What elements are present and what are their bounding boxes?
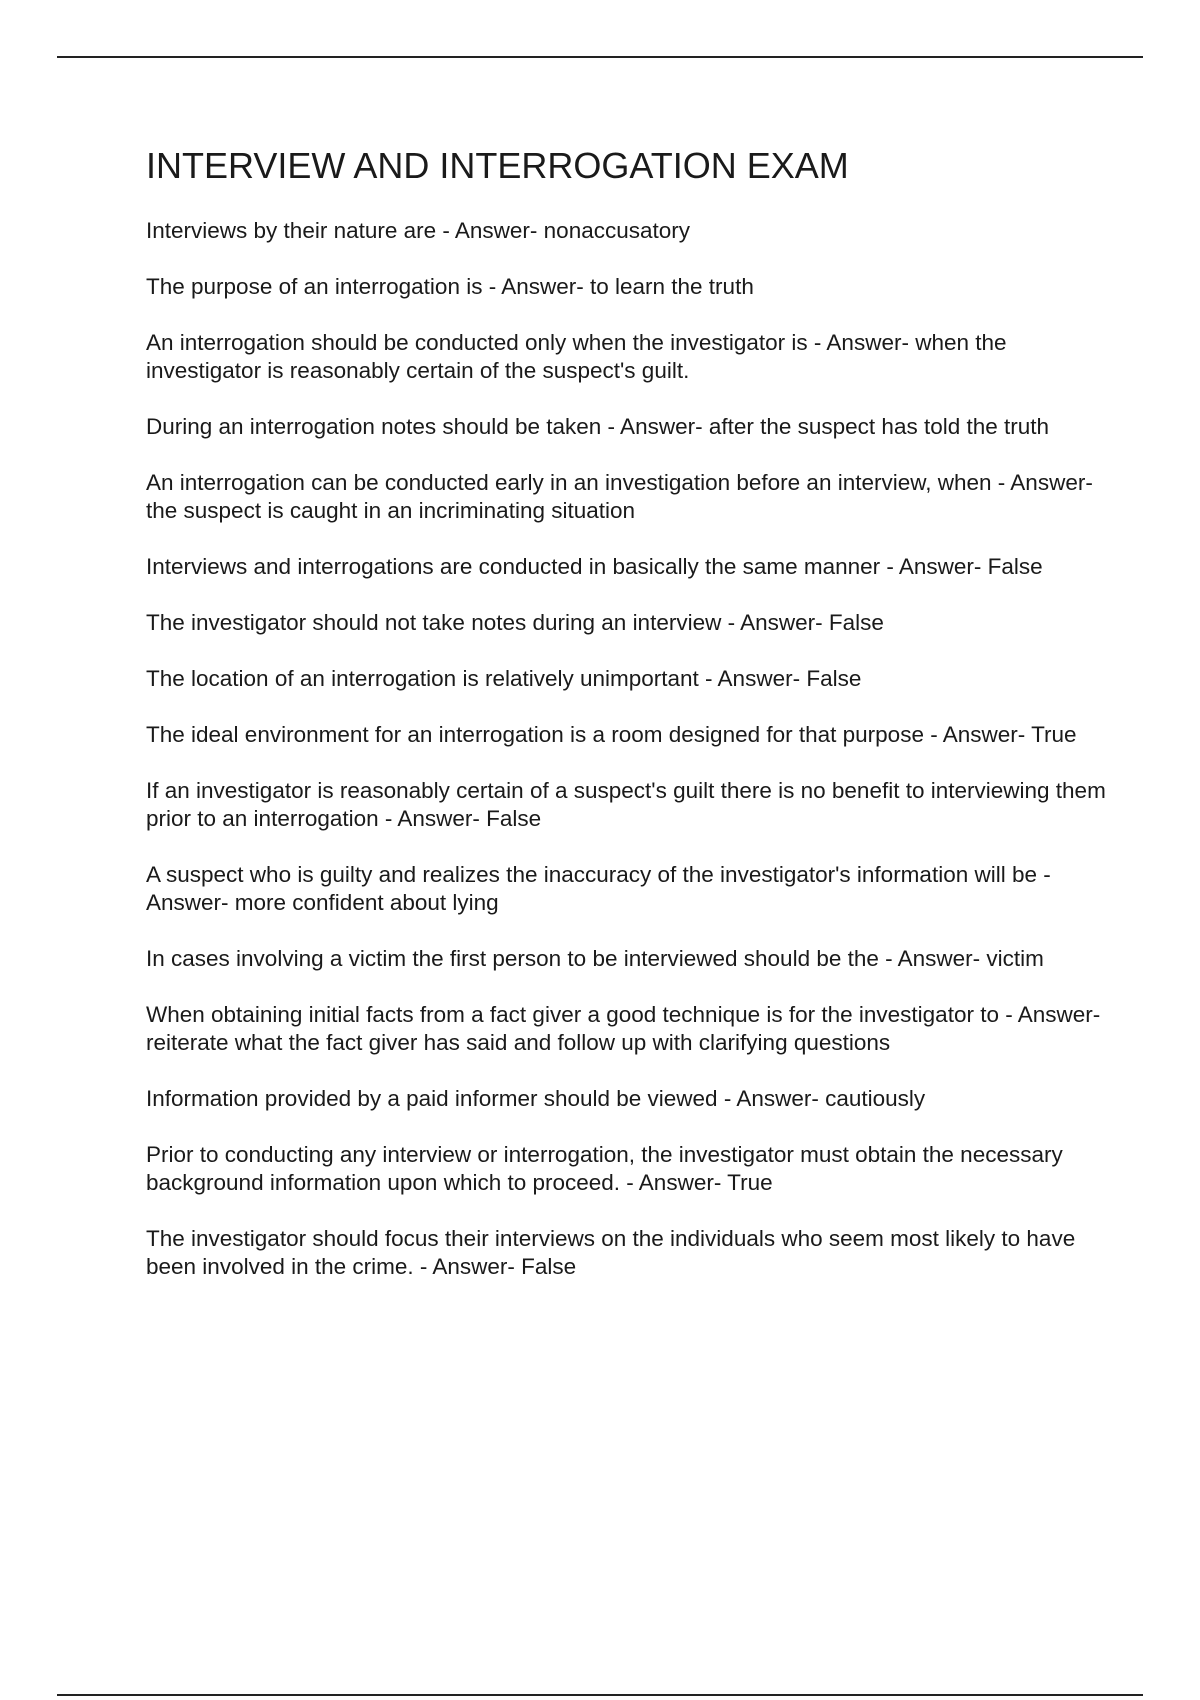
- qa-item-5: An interrogation can be conducted early in an investigation before an interview, when - Answer- the suspect is caught in an incriminating situation: [146, 470, 1093, 523]
- qa-item-13: When obtaining initial facts from a fact giver a good technique is for the investigator to - Answer- reiterate what the fact giver has said and follow up with clarifying questions: [146, 1002, 1101, 1055]
- qa-item-2: The purpose of an interrogation is - Answer- to learn the truth: [146, 274, 754, 299]
- qa-item-16: The investigator should focus their interviews on the individuals who seem most likely to have been involved in the crime. - Answer- False: [146, 1226, 1076, 1279]
- qa-item-7: The investigator should not take notes during an interview - Answer- False: [146, 610, 884, 635]
- qa-item-12: In cases involving a victim the first person to be interviewed should be the - Answer- victim: [146, 946, 1044, 971]
- qa-item-4: During an interrogation notes should be taken - Answer- after the suspect has told the truth: [146, 414, 1050, 439]
- qa-item-8: The location of an interrogation is relatively unimportant - Answer- False: [146, 666, 862, 691]
- bottom-rule: [57, 1694, 1143, 1696]
- qa-list: [146, 217, 1106, 1281]
- page-title: INTERVIEW AND INTERROGATION EXAM: [146, 145, 849, 186]
- qa-item-11: A suspect who is guilty and realizes the inaccuracy of the investigator's information will be - Answer- more confident about lying: [146, 862, 1051, 915]
- qa-item-9: The ideal environment for an interrogation is a room designed for that purpose - Answer- True: [146, 722, 1077, 747]
- qa-item-3: An interrogation should be conducted only when the investigator is - Answer- when the investigator is reasonably certain of the suspect's guilt.: [146, 330, 1007, 383]
- top-rule: [57, 56, 1143, 58]
- qa-item-10: If an investigator is reasonably certain of a suspect's guilt there is no benefit to interviewing them prior to an interrogation - Answer- False: [146, 778, 1106, 831]
- qa-item-14: Information provided by a paid informer should be viewed - Answer- cautiously: [146, 1086, 926, 1111]
- document-body: [146, 142, 1106, 1309]
- qa-item-15: Prior to conducting any interview or interrogation, the investigator must obtain the necessary background information upon which to proceed. - Answer- True: [146, 1142, 1063, 1195]
- qa-item-1: Interviews by their nature are - Answer- nonaccusatory: [146, 218, 690, 243]
- qa-item-6: Interviews and interrogations are conducted in basically the same manner - Answer- False: [146, 554, 1043, 579]
